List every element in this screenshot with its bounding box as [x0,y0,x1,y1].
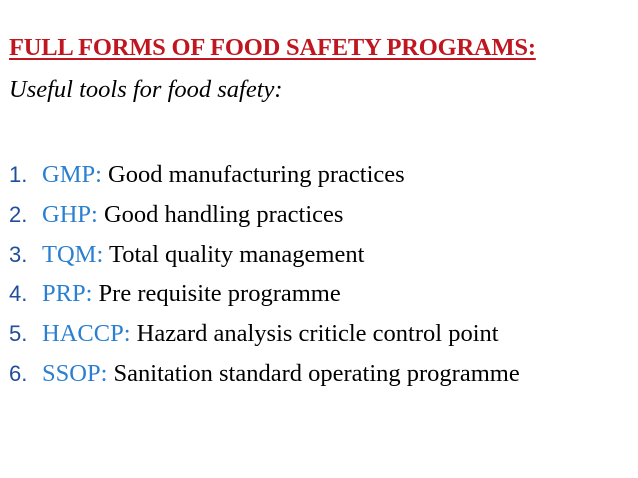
item-number: 6. [9,360,28,386]
list-item [9,274,520,314]
list-item [9,314,520,354]
item-full-form: Good handling practices [103,200,344,228]
item-full-form: Good manufacturing practices [108,161,405,188]
item-abbreviation: PRP: [42,280,93,308]
item-abbreviation: GHP: [42,200,98,228]
list-item [9,195,520,235]
item-number: 4. [9,281,28,307]
list-item [9,235,520,275]
item-abbreviation: SSOP: [42,359,108,387]
item-abbreviation: HACCP: [42,320,131,348]
item-abbreviation: TQM: [42,240,104,268]
slide-title: FULL FORMS OF FOOD SAFETY PROGRAMS: [9,34,536,61]
item-full-form: Pre requisite programme [98,280,341,308]
item-number: 2. [9,201,28,227]
item-full-form: Total quality management [108,240,365,268]
item-number: 5. [9,321,28,347]
list-item [9,155,520,195]
item-abbreviation: GMP: [42,161,102,188]
item-number: 1. [9,162,28,187]
item-number: 3. [9,241,28,267]
item-full-form: Hazard analysis criticle control point [136,320,499,348]
programs-list [9,155,520,394]
list-item [9,354,520,394]
item-full-form: Sanitation standard operating programme [113,359,520,387]
slide-subtitle: Useful tools for food safety: [9,76,283,103]
